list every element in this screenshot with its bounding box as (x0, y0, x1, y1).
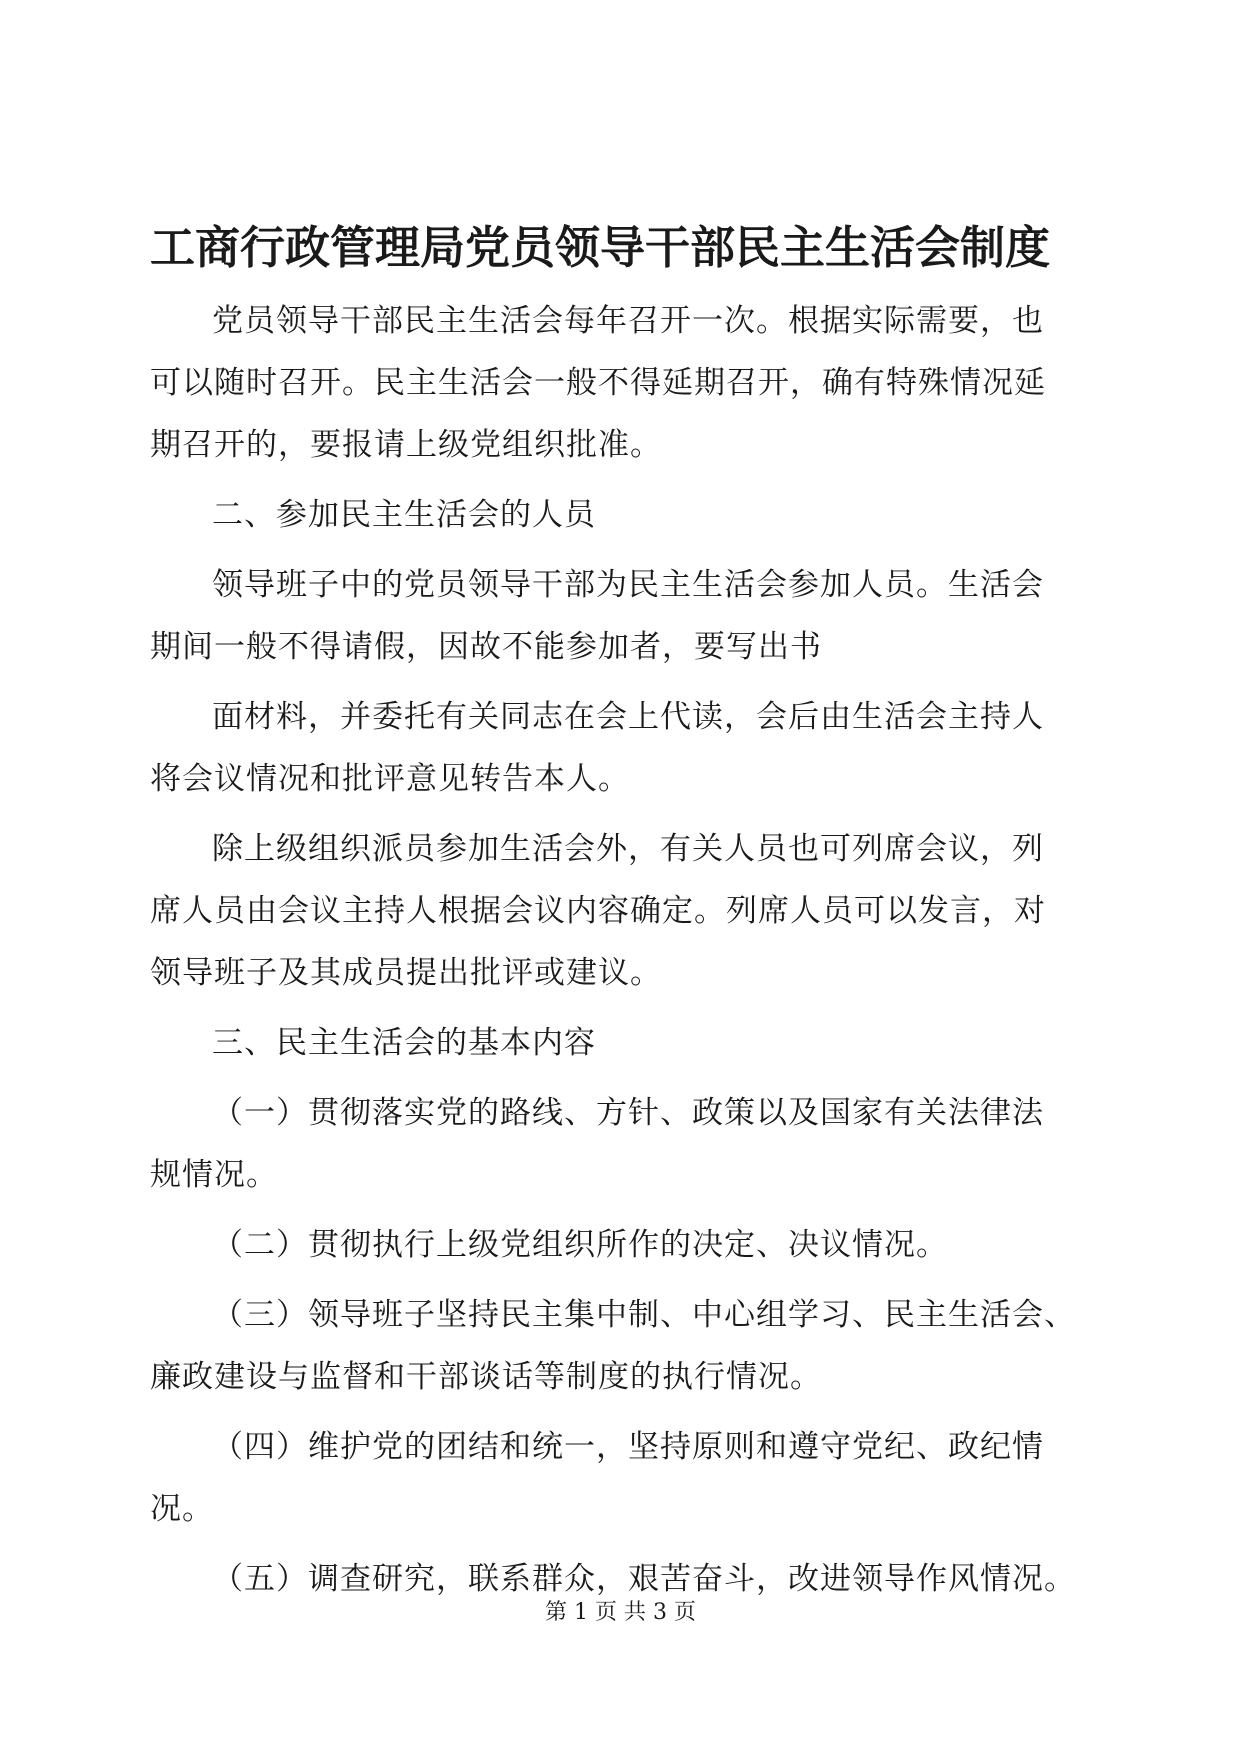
text-line: 将会议情况和批评意见转告本人。 (150, 761, 630, 797)
text-line: 规情况。 (150, 1157, 278, 1193)
text-line: 可以随时召开。民主生活会一般不得延期召开，确有特殊情况延 (150, 365, 1046, 401)
document-body (150, 290, 1080, 1618)
paragraph (150, 1284, 1080, 1408)
text-line: 期间一般不得请假，因故不能参加者，要写出书 (150, 629, 822, 665)
text-line: （三）领导班子坚持民主集中制、中心组学习、民主生活会、 (212, 1297, 1076, 1333)
text-line: 除上级组织派员参加生活会外，有关人员也可列席会议，列 (212, 831, 1044, 867)
text-line: （一）贯彻落实党的路线、方针、政策以及国家有关法律法 (212, 1095, 1044, 1131)
text-line: 领导班子及其成员提出批评或建议。 (150, 955, 662, 991)
document-title: 工商行政管理局党员领导干部民主生活会制度 (150, 221, 1051, 274)
text-line: （四）维护党的团结和统一，坚持原则和遵守党纪、政纪情 (212, 1429, 1044, 1465)
text-line: 廉政建设与监督和干部谈话等制度的执行情况。 (150, 1359, 822, 1395)
text-line: 三、民主生活会的基本内容 (212, 1025, 596, 1061)
text-line: 党员领导干部民主生活会每年召开一次。根据实际需要，也 (212, 303, 1044, 339)
paragraph (150, 1082, 1080, 1206)
text-line: 二、参加民主生活会的人员 (212, 497, 596, 533)
paragraph (150, 1012, 1080, 1074)
text-line: （五）调查研究，联系群众，艰苦奋斗，改进领导作风情况。 (212, 1561, 1076, 1597)
page-footer: 第 1 页 共 3 页 (545, 1600, 696, 1625)
text-line: 期召开的，要报请上级党组织批准。 (150, 427, 662, 463)
paragraph (150, 1416, 1080, 1540)
paragraph (150, 484, 1080, 546)
paragraph (150, 290, 1080, 476)
text-line: （二）贯彻执行上级党组织所作的决定、决议情况。 (212, 1227, 948, 1263)
paragraph (150, 686, 1080, 810)
paragraph (150, 818, 1080, 1004)
paragraph (150, 554, 1080, 678)
text-line: 领导班子中的党员领导干部为民主生活会参加人员。生活会 (212, 567, 1044, 603)
paragraph (150, 1214, 1080, 1276)
text-line: 面材料，并委托有关同志在会上代读，会后由生活会主持人 (212, 699, 1044, 735)
text-line: 况。 (150, 1491, 214, 1527)
text-line: 席人员由会议主持人根据会议内容确定。列席人员可以发言，对 (150, 893, 1046, 929)
